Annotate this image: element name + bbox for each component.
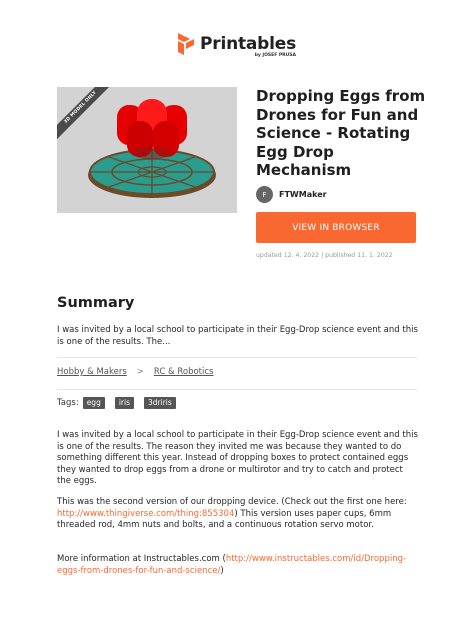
author-name[interactable]: FTWMaker: [279, 190, 327, 199]
model-thumbnail[interactable]: [57, 87, 237, 213]
logo-text: [200, 34, 297, 58]
breadcrumb-separator: >: [136, 367, 144, 377]
brand-name: Printables: [200, 34, 297, 54]
tag-iris[interactable]: iris: [115, 397, 134, 409]
summary-heading: Summary: [57, 295, 135, 311]
printables-logo[interactable]: [176, 32, 296, 56]
author[interactable]: [256, 186, 327, 203]
divider: [57, 357, 417, 358]
p2-text-after: ) This version uses paper cups, 6mm threaded rod, 4mm nuts and bolts, and a continuous rotation servo motor.: [57, 508, 392, 530]
avatar: F: [256, 186, 273, 203]
tag-egg[interactable]: egg: [83, 397, 105, 409]
thingiverse-link[interactable]: http://www.thingiverse.com/thing:855304: [57, 508, 235, 519]
description-paragraph-3: [57, 554, 419, 577]
model-title: Dropping Eggs from Drones for Fun and Science - Rotating Egg Drop Mechanism: [256, 87, 426, 179]
breadcrumb: [57, 367, 213, 377]
tag-3driris[interactable]: 3driris: [144, 397, 176, 409]
instructables-link[interactable]: http://www.instructables.com/id/Dropping-eggs-from-drones-for-fun-and-science/: [57, 554, 407, 576]
breadcrumb-hobby-makers[interactable]: Hobby & Makers: [57, 367, 127, 377]
p3-text-before: More information at Instructables.com (: [57, 554, 226, 564]
p2-text-before: This was the second version of our dropping device. (Check out the first one here:: [57, 497, 407, 507]
view-in-browser-button[interactable]: VIEW IN BROWSER: [256, 212, 416, 243]
divider: [57, 389, 417, 390]
brand-byline: by JOSEF PRUSA: [254, 53, 297, 58]
3d-model-only-ribbon: 3D MODEL ONLY: [57, 87, 120, 147]
p3-text-after: ): [220, 565, 224, 576]
printables-logo-icon: [176, 32, 196, 56]
tags: [57, 397, 176, 409]
tags-label: Tags:: [57, 398, 79, 408]
breadcrumb-rc-robotics[interactable]: RC & Robotics: [153, 367, 214, 377]
summary-text: I was invited by a local school to participate in their Egg-Drop science event and this is one of the results. The...: [57, 325, 418, 347]
description-paragraph-1: I was invited by a local school to participate in their Egg-Drop science event and this is one of the results. The reason they invited me was because they wanted to do something different this year. Instead of dropping boxes to protect contained eggs they wanted to drop eggs from a drone or multirotor and try to catch and protect the eggs.: [57, 430, 418, 486]
publish-dates: updated 12. 4. 2022 | published 11. 1. 2022: [256, 252, 393, 259]
description-paragraph-2: [57, 497, 419, 532]
